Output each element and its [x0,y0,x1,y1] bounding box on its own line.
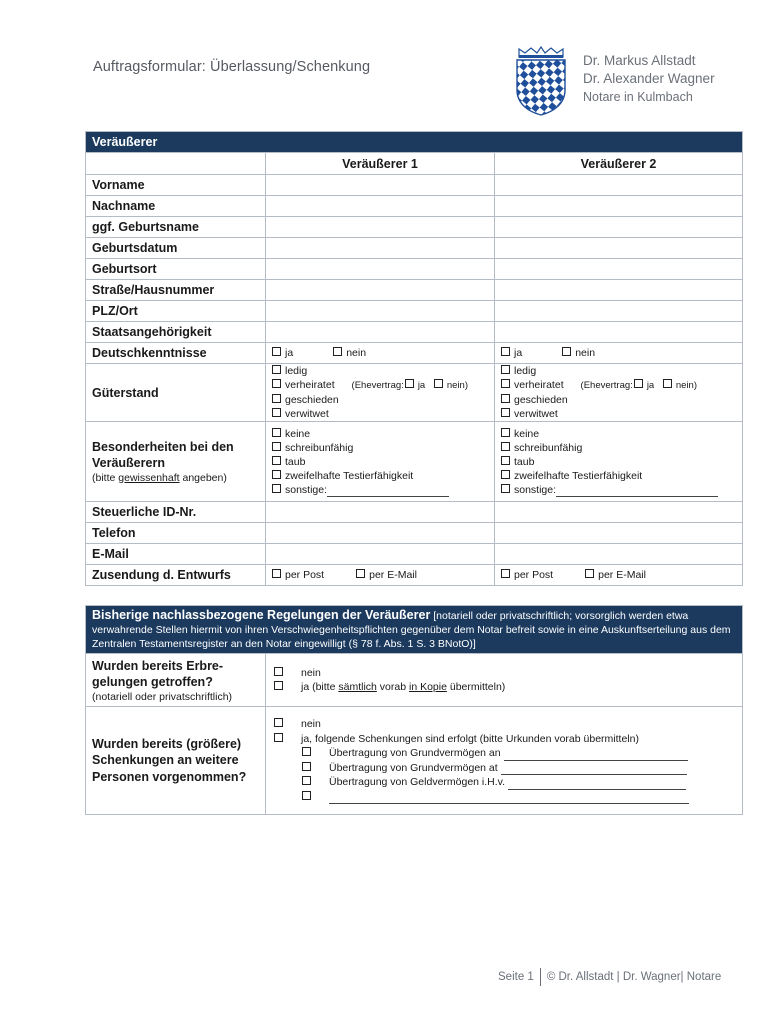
row-label-telefon: Telefon [86,523,266,544]
row-label-zusendung: Zusendung d. Entwurfs [86,565,266,586]
ehevertrag-label: (Ehevertrag: [351,380,404,391]
checkbox-geschieden-2[interactable] [501,394,510,403]
ehevertrag-label: (Ehevertrag: [580,380,633,391]
checkbox-zweifelhaft-1[interactable] [272,470,281,479]
input-telefon-1[interactable] [266,523,495,544]
checkbox-deutsch-ja-1[interactable] [272,347,281,356]
checkbox-q2-nein[interactable] [274,718,283,727]
checkbox-ehevertrag-nein-2[interactable] [663,379,672,388]
row-label-strasse: Straße/Hausnummer [86,280,266,301]
brand-line-2: Dr. Alexander Wagner [583,71,715,86]
checkbox-q2-ja[interactable] [274,733,283,742]
checkbox-keine-1[interactable] [272,428,281,437]
input-plz-1[interactable] [266,301,495,322]
input-strasse-1[interactable] [266,280,495,301]
input-plz-2[interactable] [495,301,743,322]
sub4-input[interactable] [329,793,689,804]
checkbox-geschieden-1[interactable] [272,394,281,403]
option-label: schreibunfähig [514,441,583,454]
input-vorname-2[interactable] [495,175,743,196]
option-label: sonstige: [285,483,328,496]
checkbox-post-1[interactable] [272,569,281,578]
option-label: ja, folgende Schenkungen sind erfolgt (bitte Urkunden vorab übermitteln) [301,732,639,745]
option-label: sonstige: [514,483,557,496]
besonderheiten-options-1 [266,422,495,502]
bavarian-crest-icon [513,46,569,116]
page-footer [498,968,721,986]
option-label: zweifelhafte Testierfähigkeit [285,469,414,482]
sub3-input[interactable] [508,779,686,790]
option-label: verwitwet [285,408,329,420]
input-staat-2[interactable] [495,322,743,343]
emphasis-samtlich: sämtlich [338,681,377,693]
page-number: Seite 1 [498,971,534,984]
brand-line-3: Notare in Kulmbach [583,90,693,104]
checkbox-schreibunfaehig-2[interactable] [501,442,510,451]
notary-brand [583,52,715,106]
gueterstand-options-1 [266,364,495,422]
sonstige-input-2[interactable] [556,486,718,497]
checkbox-sonstige-2[interactable] [501,484,510,493]
row-label-geburtsort: Geburtsort [86,259,266,280]
checkbox-sonstige-1[interactable] [272,484,281,493]
row-label-staat: Staatsangehörigkeit [86,322,266,343]
option-label: geschieden [514,394,568,406]
checkbox-keine-2[interactable] [501,428,510,437]
option-label: taub [285,455,306,468]
row-label-vorname: Vorname [86,175,266,196]
option-label: verwitwet [514,408,558,420]
prior-arrangements-header [86,606,743,654]
question-1-label: Wurden bereits Erbre-gelungen getroffen? [92,658,224,689]
option-label: per Post [285,569,325,581]
input-telefon-2[interactable] [495,523,743,544]
brand-line-1: Dr. Markus Allstadt [583,53,696,68]
sub2-input[interactable] [501,764,687,775]
option-label: übermitteln) [449,681,506,693]
checkbox-taub-2[interactable] [501,456,510,465]
option-label: nein [575,347,596,359]
option-label: taub [514,455,535,468]
prior-arrangements-table [85,605,743,815]
checkbox-post-2[interactable] [501,569,510,578]
checkbox-ledig-2[interactable] [501,365,510,374]
checkbox-verheiratet-1[interactable] [272,379,281,388]
option-label: ja (bitte [301,681,336,693]
option-label: ja [646,380,655,391]
checkbox-q2-sub2[interactable] [302,762,311,771]
zusendung-options-2 [495,565,743,586]
question-2-options [266,707,743,815]
question-2-cell [86,707,266,815]
sub1-input[interactable] [504,750,688,761]
checkbox-q2-sub4[interactable] [302,791,311,800]
question-1-cell [86,654,266,707]
input-staat-1[interactable] [266,322,495,343]
question-1-options [266,654,743,707]
checkbox-q1-nein[interactable] [274,667,283,676]
column-header-seller-1: Veräußerer 1 [266,153,495,175]
footer-divider [540,968,541,986]
input-email-1[interactable] [266,544,495,565]
checkbox-verheiratet-2[interactable] [501,379,510,388]
row-label-gueterstand: Güterstand [86,364,266,422]
checkbox-email-2[interactable] [585,569,594,578]
option-label: nein [301,666,321,679]
row-label-besonderheiten: Besonderheiten bei den Veräußerern [92,439,234,470]
option-label: Übertragung von Geldvermögen i.H.v. [329,776,506,788]
option-label: ja [417,380,426,391]
besonderheiten-options-2 [495,422,743,502]
row-label-email: E-Mail [86,544,266,565]
checkbox-q1-ja[interactable] [274,681,283,690]
checkbox-ehevertrag-ja-2[interactable] [634,379,643,388]
option-label: nein) [675,380,697,391]
option-label: ledig [514,365,537,377]
deutsch-options-2 [495,343,743,364]
note-emphasis: gewissenhaft [118,471,180,484]
input-geburtsname-1[interactable] [266,217,495,238]
option-label: per E-Mail [369,569,417,581]
input-email-2[interactable] [495,544,743,565]
input-strasse-2[interactable] [495,280,743,301]
option-label: ledig [285,365,308,377]
question-1-sub: (notariell oder privatschriftlich) [92,690,233,703]
checkbox-ehevertrag-ja-1[interactable] [405,379,414,388]
input-geburtsort-2[interactable] [495,259,743,280]
checkbox-zweifelhaft-2[interactable] [501,470,510,479]
column-header-seller-2: Veräußerer 2 [495,153,743,175]
checkbox-verwitwet-2[interactable] [501,408,510,417]
option-label: per Post [514,569,554,581]
row-label-geburtsname: ggf. Geburtsname [86,217,266,238]
row-label-besonderheiten-cell [86,422,266,502]
input-nachname-2[interactable] [495,196,743,217]
checkbox-q2-sub1[interactable] [302,747,311,756]
input-vorname-1[interactable] [266,175,495,196]
footer-copyright: © Dr. Allstadt | Dr. Wagner| Notare [546,971,722,984]
besonderheiten-note [92,471,259,485]
checkbox-verwitwet-1[interactable] [272,408,281,417]
row-label-plz: PLZ/Ort [86,301,266,322]
option-label: nein) [446,380,468,391]
seller-section-header: Veräußerer [86,132,743,153]
option-label: nein [301,718,321,730]
input-geburtsdatum-2[interactable] [495,238,743,259]
sonstige-input-1[interactable] [327,486,449,497]
gueterstand-options-2 [495,364,743,422]
checkbox-deutsch-nein-1[interactable] [333,347,342,356]
input-steuer-2[interactable] [495,502,743,523]
option-label: keine [514,427,540,440]
option-label: Übertragung von Grundvermögen at [329,761,498,774]
row-label-nachname: Nachname [86,196,266,217]
seller-table [85,131,743,586]
option-label: zweifelhafte Testierfähigkeit [514,469,643,482]
input-geburtsdatum-1[interactable] [266,238,495,259]
document-title: Auftragsformular: Überlassung/Schenkung [93,59,371,75]
option-label: nein [346,347,367,359]
input-nachname-1[interactable] [266,196,495,217]
row-label-steuer: Steuerliche ID-Nr. [86,502,266,523]
note-text: angeben) [182,471,227,484]
checkbox-q2-sub3[interactable] [302,776,311,785]
option-label: verheiratet [514,379,564,391]
section2-title: Bisherige nachlassbezogene Regelungen der Veräußerer [92,608,431,622]
blank-corner [86,153,266,175]
option-label: keine [285,427,311,440]
zusendung-options-1 [266,565,495,586]
option-label: verheiratet [285,379,335,391]
input-geburtsname-2[interactable] [495,217,743,238]
section2-note: [notariell oder privatschriftlich; vorsorglich werden etwa verwahrende Stellen hiermit von ihren Verschwiegenheitspflichten gegenüber dem Notar befreit sowie in eine Auskunftserteilung aus dem Zentralen Testamentsregister an den Notar eingewilligt (§ 78 f. Abs. 1 S. 3 BNotO)] [92,610,731,650]
option-label: per E-Mail [598,569,646,581]
option-label: geschieden [285,394,339,406]
question-2-label: Wurden bereits (größere) Schenkungen an weitere Personen vorgenommen? [92,736,247,784]
checkbox-schreibunfaehig-1[interactable] [272,442,281,451]
row-label-deutsch: Deutschkenntnisse [86,343,266,364]
checkbox-email-1[interactable] [356,569,365,578]
note-text: (bitte [92,471,116,484]
input-geburtsort-1[interactable] [266,259,495,280]
checkbox-ledig-1[interactable] [272,365,281,374]
row-label-geburtsdatum: Geburtsdatum [86,238,266,259]
checkbox-deutsch-ja-2[interactable] [501,347,510,356]
option-label: vorab [379,681,407,693]
checkbox-taub-1[interactable] [272,456,281,465]
input-steuer-1[interactable] [266,502,495,523]
option-label: Übertragung von Grundvermögen an [329,747,501,759]
deutsch-options-1 [266,343,495,364]
option-label: ja [514,347,523,359]
option-label: schreibunfähig [285,441,354,454]
checkbox-ehevertrag-nein-1[interactable] [434,379,443,388]
checkbox-deutsch-nein-2[interactable] [562,347,571,356]
emphasis-kopie: in Kopie [408,681,447,693]
option-label: ja [285,347,294,359]
